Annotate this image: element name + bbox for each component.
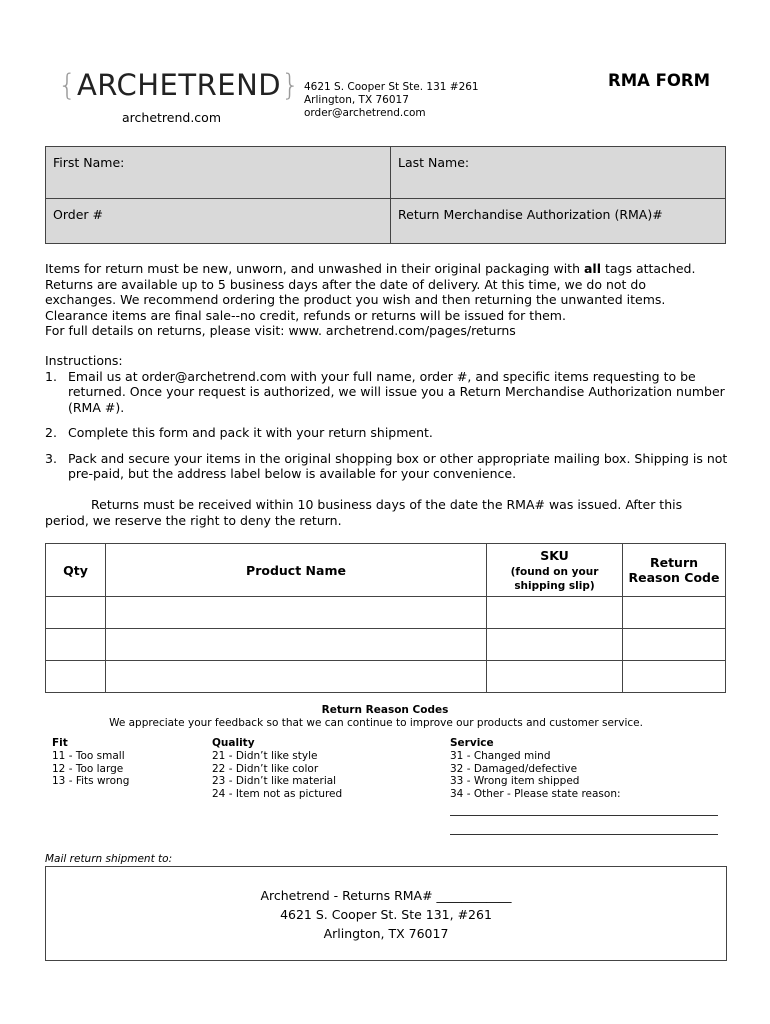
product-name-header: Product Name: [106, 544, 487, 597]
email-line: order@archetrend.com: [304, 107, 426, 119]
first-name-field[interactable]: First Name:: [46, 147, 391, 199]
policy-line: exchanges. We recommend ordering the product you wish and then returning the unwanted items.: [45, 292, 666, 307]
reason-cell[interactable]: [623, 661, 726, 693]
code-item: 33 - Wrong item shipped: [450, 775, 580, 788]
rma-number-field[interactable]: Return Merchandise Authorization (RMA)#: [391, 199, 726, 244]
sku-cell[interactable]: [487, 597, 623, 629]
code-item: 13 - Fits wrong: [52, 775, 130, 788]
service-codes: Service 31 - Changed mind 32 - Damaged/defective 33 - Wrong item shipped 34 - Other - Please state reason:: [450, 737, 621, 801]
qty-header: Qty: [46, 544, 106, 597]
archetrend-logo: {ARCHETREND}: [58, 68, 301, 102]
policy-line: Items for return must be new, unworn, and unwashed in their original packaging with all tags attached.: [45, 261, 696, 276]
code-item: 12 - Too large: [52, 762, 124, 775]
product-cell[interactable]: [106, 661, 487, 693]
instructions-heading: Instructions:: [45, 353, 123, 368]
code-item: 32 - Damaged/defective: [450, 762, 578, 775]
code-item: 22 - Didn’t like color: [212, 762, 319, 775]
table-row: [46, 629, 726, 661]
form-title: RMA FORM: [608, 71, 711, 90]
address-line: Arlington, TX 76017: [304, 94, 409, 106]
sku-cell[interactable]: [487, 661, 623, 693]
qty-cell[interactable]: [46, 629, 106, 661]
address-line: 4621 S. Cooper St Ste. 131 #261: [304, 81, 479, 93]
code-item: 21 - Didn’t like style: [212, 749, 318, 762]
return-items-table: [45, 543, 726, 693]
other-reason-line[interactable]: [450, 834, 718, 835]
sku-cell[interactable]: [487, 629, 623, 661]
mail-line: Arlington, TX 76017: [323, 926, 449, 941]
reason-codes-subtitle: We appreciate your feedback so that we can continue to improve our products and customer service.: [109, 717, 643, 729]
code-item: 31 - Changed mind: [450, 749, 551, 762]
instruction-step: 1. Email us at order@archetrend.com with your full name, order #, and specific items requesting to be returned. Once your request is authorized, we will issue you a Return Merchandise Authorization number (RMA #).: [45, 368, 725, 415]
return-policy: [45, 261, 735, 339]
policy-line: For full details on returns, please visit: www. archetrend.com/pages/returns: [45, 323, 516, 338]
mailing-label: [45, 866, 727, 961]
qty-cell[interactable]: [46, 597, 106, 629]
code-item: 11 - Too small: [52, 749, 125, 762]
sku-header: SKU (found on your shipping slip): [487, 544, 623, 597]
code-item: 23 - Didn’t like material: [212, 775, 337, 788]
instruction-step: 2. Complete this form and pack it with your return shipment.: [45, 425, 433, 440]
quality-codes: Quality 21 - Didn’t like style 22 - Didn’t like color 23 - Didn’t like material 24 - Item not as pictured: [212, 737, 343, 801]
fit-codes: Fit 11 - Too small 12 - Too large 13 - Fits wrong: [52, 737, 130, 788]
instruction-step: 3. Pack and secure your items in the original shopping box or other appropriate mailing box. Shipping is not pre-paid, but the address label below is available for your convenience.: [45, 450, 728, 481]
policy-line: Returns are available up to 5 business days after the date of delivery. At this time, we do not do: [45, 276, 646, 292]
mail-line: Archetrend - Returns RMA# ____________: [260, 888, 512, 903]
return-deadline: Returns must be received within 10 business days of the date the RMA# was issued. After this period, we reserve the right to deny the return.: [45, 497, 683, 528]
product-cell[interactable]: [106, 629, 487, 661]
last-name-field[interactable]: Last Name:: [391, 147, 726, 199]
other-reason-line[interactable]: [450, 815, 718, 816]
mail-label: Mail return shipment to:: [45, 853, 173, 865]
reason-cell[interactable]: [623, 629, 726, 661]
qty-cell[interactable]: [46, 661, 106, 693]
policy-line: Clearance items are final sale--no credit, refunds or returns will be issued for them.: [45, 307, 566, 323]
table-row: [46, 597, 726, 629]
code-item: 34 - Other - Please state reason:: [450, 788, 621, 801]
mail-line: 4621 S. Cooper St. Ste 131, #261: [280, 907, 492, 922]
product-cell[interactable]: [106, 597, 487, 629]
code-item: 24 - Item not as pictured: [212, 788, 343, 801]
reason-codes-title: Return Reason Codes: [321, 704, 449, 716]
company-address: [304, 81, 479, 120]
customer-info-table: [45, 146, 726, 244]
reason-cell[interactable]: [623, 597, 726, 629]
reason-code-header: Return Reason Code: [623, 544, 726, 597]
instructions: [45, 353, 730, 482]
website-text: archetrend.com: [122, 110, 221, 125]
table-row: [46, 661, 726, 693]
order-number-field[interactable]: Order #: [46, 199, 391, 244]
